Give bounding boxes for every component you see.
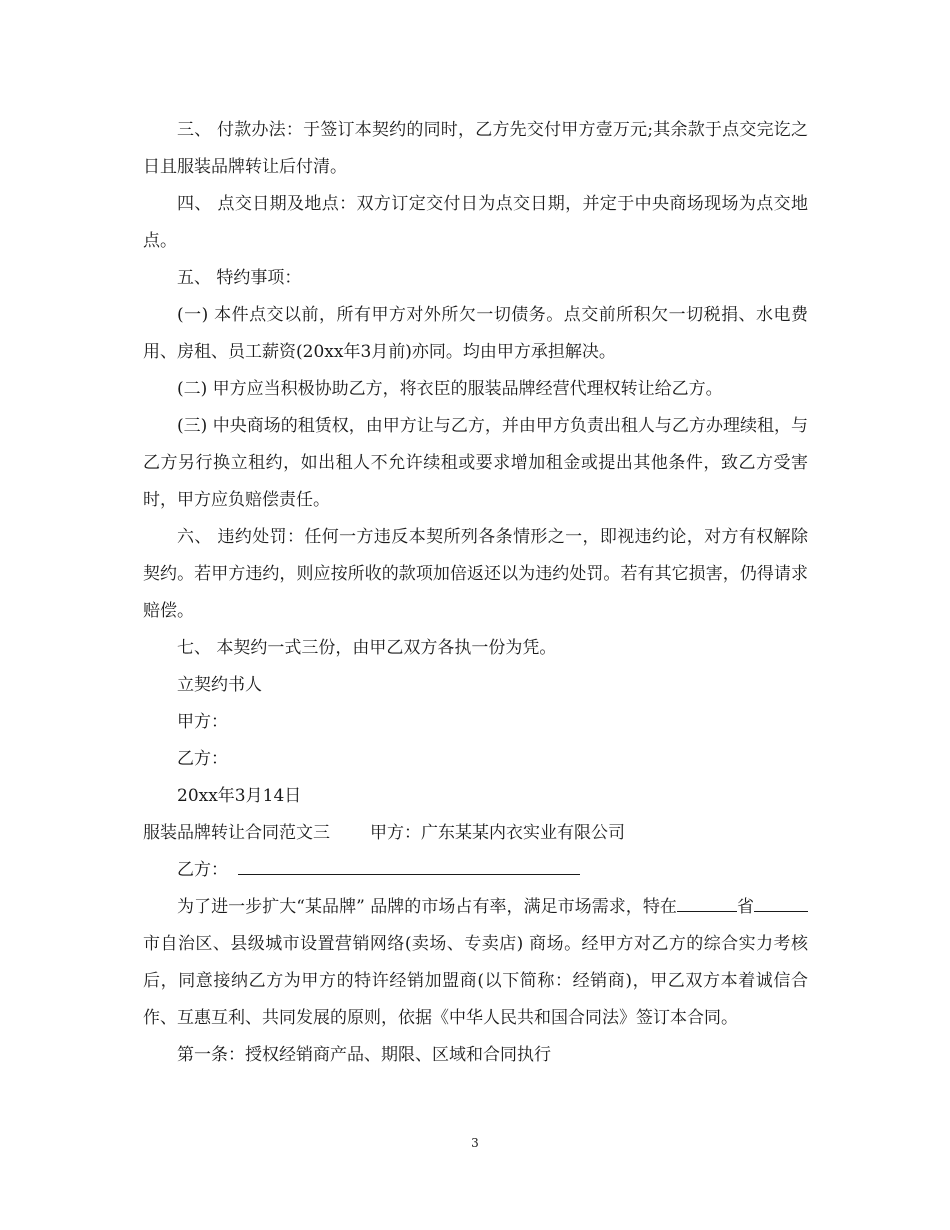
contract-date: 20xx年3月14日 [177, 786, 302, 806]
document-body [143, 112, 808, 1074]
clause-special-terms: 五、 特约事项： [177, 268, 302, 288]
clause-special-2: (二) 甲方应当积极协助乙方，将衣臣的服装品牌经营代理权转让给乙方。 [177, 379, 723, 399]
party-b-blank [238, 855, 580, 875]
province-blank [677, 892, 737, 912]
party-b-label: 乙方： [177, 749, 228, 769]
contract3-party-a: 甲方：广东某某内衣实业有限公司 [370, 823, 625, 843]
intro-part1: 为了进一步扩大“某品牌” 品牌的市场占有率，满足市场需求，特在 [177, 897, 677, 917]
clause-delivery: 四、 点交日期及地点：双方订定交付日为点交日期，并定于中央商场现场为点交地点。 [143, 194, 808, 251]
contract3-party-b-line [143, 852, 808, 889]
party-a-label: 甲方： [177, 712, 228, 732]
intro-part2: 市自治区、县级城市设置营销网络(卖场、专卖店) 商场。经甲方对乙方的综合实力考核后，同意接纳乙方为甲方的特许经销加盟商(以下简称：经销商)，甲乙双方本着诚信合作、互惠互利、共同发展的原则，依据《中华人民共和国合同法》签订本合同。 [143, 934, 808, 1028]
page-number: 3 [471, 1136, 479, 1150]
clause-special-3: (三) 中央商场的租赁权，由甲方让与乙方，并由甲方负责出租人与乙方办理续租，与乙方另行换立租约，如出租人不允许续租或要求增加租金或提出其他条件，致乙方受害时，甲方应负赔偿责任。 [143, 416, 808, 510]
contract3-heading-line [143, 815, 808, 852]
contract3-party-b-label: 乙方： [177, 860, 228, 880]
contract3-intro [143, 889, 808, 1037]
intro-province: 省 [736, 897, 754, 917]
signatories-label: 立契约书人 [177, 675, 262, 695]
clause-copies: 七、 本契约一式三份，由甲乙双方各执一份为凭。 [177, 638, 557, 658]
contract3-title: 服装品牌转让合同范文三 [143, 823, 330, 843]
city-blank [754, 892, 808, 912]
clause-penalty: 六、 违约处罚：任何一方违反本契所列各条情形之一，即视违约论，对方有权解除契约。若甲方违约，则应按所收的款项加倍返还以为违约处罚。若有其它损害，仍得请求赔偿。 [143, 527, 808, 621]
article-1-heading: 第一条：授权经销商产品、期限、区域和合同执行 [177, 1045, 551, 1065]
clause-special-1: (一) 本件点交以前，所有甲方对外所欠一切债务。点交前所积欠一切税捐、水电费用、房租、员工薪资(20xx年3月前)亦同。均由甲方承担解决。 [143, 305, 808, 362]
clause-payment: 三、 付款办法：于签订本契约的同时，乙方先交付甲方壹万元;其余款于点交完讫之日且服装品牌转让后付清。 [143, 120, 808, 177]
